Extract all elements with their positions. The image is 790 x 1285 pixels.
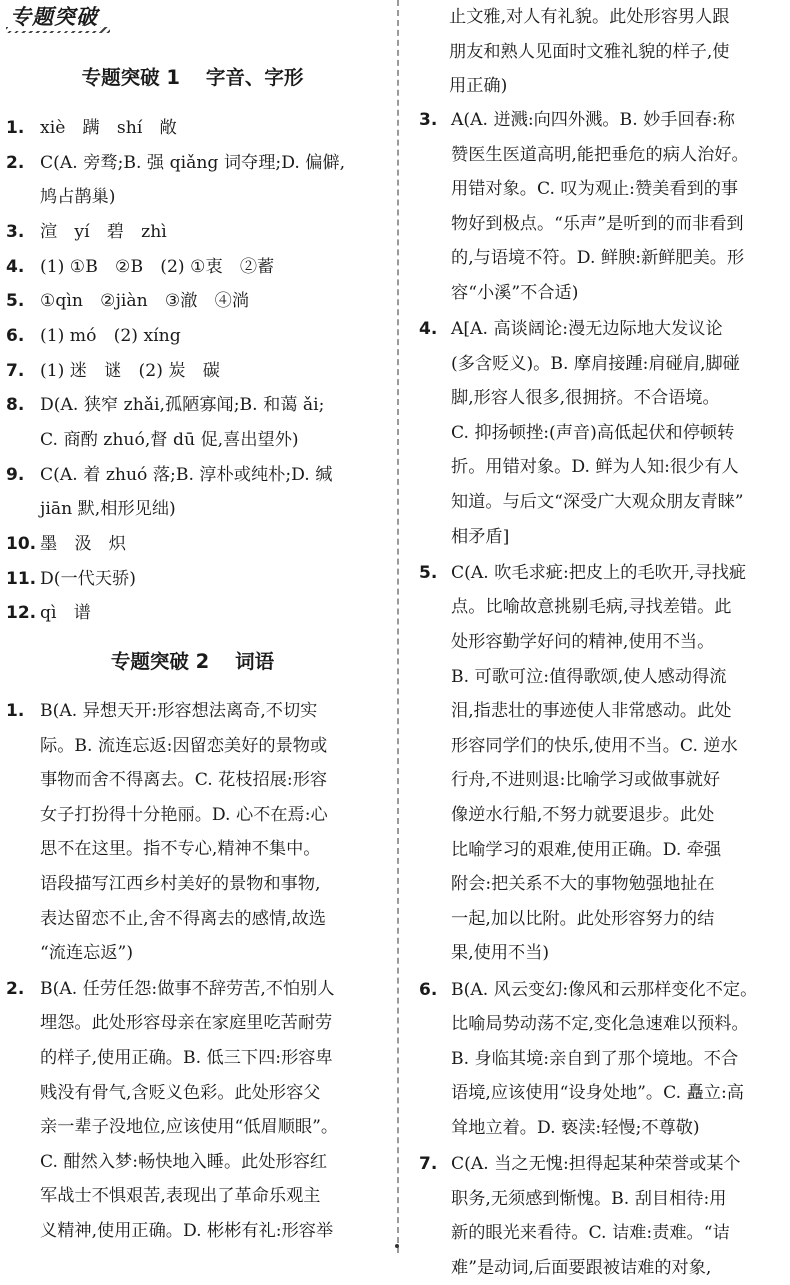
- answer-text-line: C. 抑扬顿挫:(声音)高低起伏和停顿转: [451, 422, 735, 443]
- answer-text-line: (1) mó (2) xíng: [40, 326, 181, 346]
- page-dot: [395, 1244, 399, 1248]
- answer-text-line: 脚,形容人很多,很拥挤。不合语境。: [451, 388, 720, 409]
- answer-text-line: 容“小溪”不合适): [451, 283, 579, 303]
- answer-text-line: 相矛盾]: [451, 526, 510, 547]
- answer-text-line: 行舟,不进则退:比喻学习或做事就好: [451, 770, 721, 791]
- answer-text-line: 形容同学们的快乐,使用不当。C. 逆水: [451, 735, 738, 756]
- answer-text-line: C. 酣然入梦:畅快地入睡。此处形容红: [40, 1151, 328, 1172]
- answer-text-line: 折。用错对象。D. 鲜为人知:很少有人: [451, 457, 739, 478]
- answer-number: 3.: [6, 221, 25, 242]
- answer-number: 5.: [6, 291, 25, 312]
- answer-text-line: (多含贬义)。B. 摩肩接踵:肩碰肩,脚碰: [451, 353, 740, 374]
- section-2-heading: [0, 648, 385, 676]
- answer-text-line: ①qìn ②jiàn ③澈 ④淌: [40, 291, 250, 312]
- answer-number: 12.: [6, 603, 37, 624]
- answer-text-line: C(A. 旁骛;B. 强 qiǎng 词夺理;D. 偏僻,: [40, 152, 346, 173]
- continuation-text-line: 止文雅,对人有礼貌。此处形容男人跟: [449, 7, 730, 27]
- answer-text-line: 附会:把关系不大的事物勉强地扯在: [451, 874, 715, 895]
- answer-text-line: 语段描写江西乡村美好的景物和事物,: [40, 874, 321, 894]
- answer-text-line: D(A. 狭窄 zhǎi,孤陋寡闻;B. 和蔼 ǎi;: [40, 395, 325, 416]
- answer-text-line: qì 谱: [40, 603, 91, 624]
- banner-text: 专题突破: [10, 5, 98, 29]
- answer-number: 1.: [6, 701, 25, 721]
- answer-number: 10.: [6, 533, 37, 554]
- answer-text-line: 事物而舍不得离去。C. 花枝招展:形容: [40, 770, 328, 791]
- answer-number: 3.: [419, 110, 438, 130]
- answer-text-line: 表达留恋不止,舍不得离去的感情,故选: [40, 908, 326, 929]
- answer-number: 5.: [419, 562, 438, 583]
- continuation-text-line: 朋友和熟人见面时文雅礼貌的样子,使: [449, 41, 730, 62]
- answer-text-line: xiè 蹒 shí 敞: [40, 118, 177, 138]
- answer-text-line: 思不在这里。指不专心,精神不集中。: [40, 839, 321, 860]
- section-2-subtitle: 词语: [235, 650, 275, 673]
- answer-text-line: 像逆水行船,不努力就要退步。此处: [451, 804, 715, 825]
- answer-text-line: 一起,加以比附。此处形容努力的结: [451, 908, 715, 929]
- answer-text-line: 亲一辈子没地位,应该使用“低眉顺眼”。: [40, 1117, 339, 1138]
- answer-text-line: B(A. 风云变幻:像风和云那样变化不定。: [451, 979, 758, 1000]
- answer-number: 2.: [6, 152, 25, 173]
- answer-text-line: 比喻学习的艰难,使用正确。D. 牵强: [451, 839, 722, 860]
- section-1-subtitle: 字音、字形: [205, 66, 304, 89]
- answer-text-line: 点。比喻故意挑剔毛病,寻找差错。此: [451, 597, 732, 618]
- answer-text-line: B(A. 异想天开:形容想法离奇,不切实: [40, 701, 318, 721]
- answer-text-line: D(一代天骄): [40, 568, 136, 589]
- answer-text-line: C(A. 当之无愧:担得起某种荣誉或某个: [451, 1154, 741, 1174]
- answer-number: 6.: [419, 979, 438, 1000]
- answer-text-line: A(A. 迸溅:向四外溅。B. 妙手回春:称: [451, 110, 735, 130]
- answer-text-line: jiān 默,相形见绌): [40, 499, 176, 520]
- column-divider: [397, 0, 399, 1253]
- answer-text-line: 比喻局势动荡不定,变化急速难以预料。: [451, 1014, 749, 1035]
- answer-text-line: 赞医生医道高明,能把垂危的病人治好。: [451, 144, 749, 165]
- section-2-title: 专题突破 2: [110, 650, 210, 673]
- answer-text-line: B(A. 任劳任怨:做事不辞劳苦,不怕别人: [40, 978, 335, 999]
- answer-text-line: 果,使用不当): [451, 943, 550, 964]
- answer-text-line: C(A. 着 zhuó 落;B. 淳朴或纯朴;D. 缄: [40, 464, 333, 485]
- answer-text-line: 鸠占鹊巢): [40, 187, 116, 208]
- answer-number: 11.: [6, 568, 37, 589]
- answer-text-line: 军战士不惧艰苦,表现出了革命乐观主: [40, 1186, 321, 1207]
- section-banner: [6, 3, 110, 35]
- answer-number: 4.: [6, 256, 25, 277]
- answer-text-line: 义精神,使用正确。D. 彬彬有礼:形容举: [40, 1220, 334, 1241]
- answer-number: 8.: [6, 395, 25, 416]
- answer-text-line: 知道。与后文“深受广大观众朋友青睐”: [451, 492, 744, 513]
- answer-number: 2.: [6, 978, 25, 999]
- answer-text-line: 语境,应该使用“设身处地”。C. 矗立:高: [451, 1083, 744, 1104]
- answer-text-line: (1) 迷 谜 (2) 炭 碳: [40, 360, 220, 381]
- answer-text-line: C. 商酌 zhuó,督 dū 促,喜出望外): [40, 429, 299, 450]
- answer-text-line: 女子打扮得十分艳丽。D. 心不在焉:心: [40, 804, 328, 825]
- answer-text-line: 墨 汲 炽: [40, 533, 126, 554]
- answer-number: 7.: [419, 1154, 438, 1174]
- answer-text-line: C(A. 吹毛求疵:把皮上的毛吹开,寻找疵: [451, 562, 747, 583]
- answer-text-line: 渲 yí 碧 zhì: [40, 221, 167, 242]
- answer-text-line: 物好到极点。“乐声”是听到的而非看到: [451, 213, 744, 234]
- section-1-heading: [0, 64, 385, 92]
- answer-text-line: “流连忘返”): [40, 943, 134, 964]
- answer-text-line: 泪,指悲壮的事迹使人非常感动。此处: [451, 701, 732, 722]
- answer-number: 6.: [6, 326, 25, 346]
- answer-text-line: 的,与语境不符。D. 鲜腴:新鲜肥美。形: [451, 248, 745, 269]
- answer-text-line: 难”是动词,后面要跟被诘难的对象,: [451, 1257, 712, 1278]
- section-1-title: 专题突破 1: [81, 66, 180, 89]
- answer-text-line: 新的眼光来看待。C. 诘难:责难。“诘: [451, 1223, 730, 1244]
- answer-text-line: 埋怨。此处形容母亲在家庭里吃苦耐劳: [40, 1013, 333, 1034]
- answer-text-line: B. 可歌可泣:值得歌颂,使人感动得流: [451, 666, 727, 687]
- answer-number: 7.: [6, 360, 25, 381]
- continuation-text-line: 用正确): [449, 76, 508, 97]
- answer-text-line: 的样子,使用正确。B. 低三下四:形容卑: [40, 1047, 333, 1068]
- answer-text-line: 贱没有骨气,含贬义色彩。此处形容父: [40, 1082, 321, 1103]
- answer-number: 9.: [6, 464, 25, 485]
- answer-text-line: A[A. 高谈阔论:漫无边际地大发议论: [451, 319, 723, 340]
- answer-number: 4.: [419, 319, 438, 340]
- answer-text-line: 际。B. 流连忘返:因留恋美好的景物或: [40, 735, 328, 756]
- answer-text-line: 职务,无须感到惭愧。B. 刮目相待:用: [451, 1188, 727, 1209]
- answer-text-line: B. 身临其境:亲自到了那个境地。不合: [451, 1048, 739, 1069]
- answer-text-line: 用错对象。C. 叹为观止:赞美看到的事: [451, 179, 739, 200]
- answer-text-line: 处形容勤学好问的精神,使用不当。: [451, 631, 715, 652]
- answer-text-line: (1) ①B ②B (2) ①衷 ②蓄: [40, 256, 275, 277]
- answer-number: 1.: [6, 118, 25, 138]
- answer-text-line: 耸地立着。D. 亵渎:轻慢;不尊敬): [451, 1117, 700, 1138]
